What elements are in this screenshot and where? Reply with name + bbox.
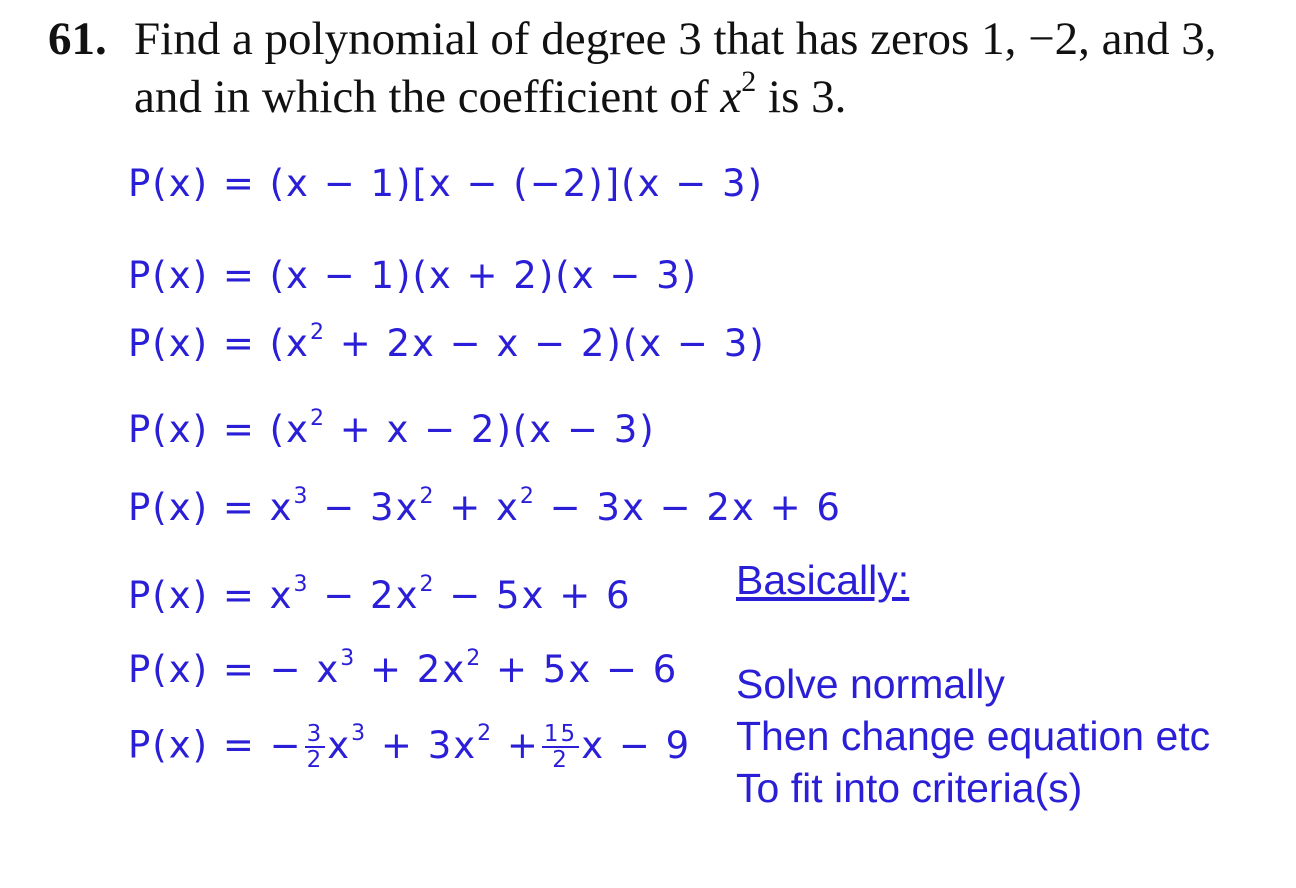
note-line-1: Solve normally xyxy=(736,661,1005,707)
problem-line-1 xyxy=(48,10,1278,68)
work-step-1 xyxy=(128,162,764,205)
work-lhs: P(x) = xyxy=(128,408,256,451)
work-rhs: − $\frac{3}{2}$ $x^3 + 3x^2$ + $\frac{15}{2}$ x − 9 xyxy=(269,721,692,773)
work-lhs: P(x) = xyxy=(128,322,256,365)
work-step-4 xyxy=(128,405,656,451)
work-step-7 xyxy=(128,645,679,691)
work-lhs: P(x) = xyxy=(128,648,256,691)
work-rhs: $(x^2 + x - 2)(x - 3)$ xyxy=(269,405,656,451)
problem-statement xyxy=(48,10,1278,126)
work-rhs: (x − 1)(x + 2)(x − 3) xyxy=(269,254,699,297)
work-rhs: $x^3 - 2x^2 - 5x + 6$ xyxy=(269,571,632,617)
work-rhs: (x − 1)[x − (−2)](x − 3) xyxy=(269,162,764,205)
work-step-5 xyxy=(128,483,842,529)
work-rhs: $x^3 - 3x^2 + x^2 - 3x - 2x + 6$ xyxy=(269,483,842,529)
problem-text-1: Find a polynomial of degree 3 that has zeros 1, −2, and 3, xyxy=(134,13,1217,65)
work-rhs: $(x^2 + 2x - x - 2)(x - 3)$ xyxy=(269,319,766,365)
work-lhs: P(x) = xyxy=(128,162,256,205)
work-lhs: P(x) = xyxy=(128,723,256,767)
problem-number: 61. xyxy=(48,13,107,65)
work-step-3 xyxy=(128,319,766,365)
problem-exponent: 2 xyxy=(741,65,757,99)
fraction-fifteen-halves: $\frac{15}{2}$ xyxy=(543,721,578,773)
note-line-3: To fit into criteria(s) xyxy=(736,765,1083,811)
problem-text-2b: is 3. xyxy=(756,71,847,123)
work-step-6 xyxy=(128,571,632,617)
work-lhs: P(x) = xyxy=(128,574,256,617)
work-rhs: − $x^3 + 2x^2 + 5x - 6$ xyxy=(269,645,679,691)
work-step-8 xyxy=(128,722,691,772)
note-title: Basically: xyxy=(736,557,910,603)
problem-text-2a: and in which the coefficient of xyxy=(134,71,721,123)
problem-variable: x xyxy=(720,71,742,123)
note-body xyxy=(736,658,1210,814)
work-lhs: P(x) = xyxy=(128,486,256,529)
note-line-2: Then change equation etc xyxy=(736,713,1211,759)
work-step-2 xyxy=(128,254,698,297)
work-lhs: P(x) = xyxy=(128,254,256,297)
fraction-three-halves: $\frac{3}{2}$ xyxy=(306,721,324,773)
problem-line-2 xyxy=(48,65,1278,126)
